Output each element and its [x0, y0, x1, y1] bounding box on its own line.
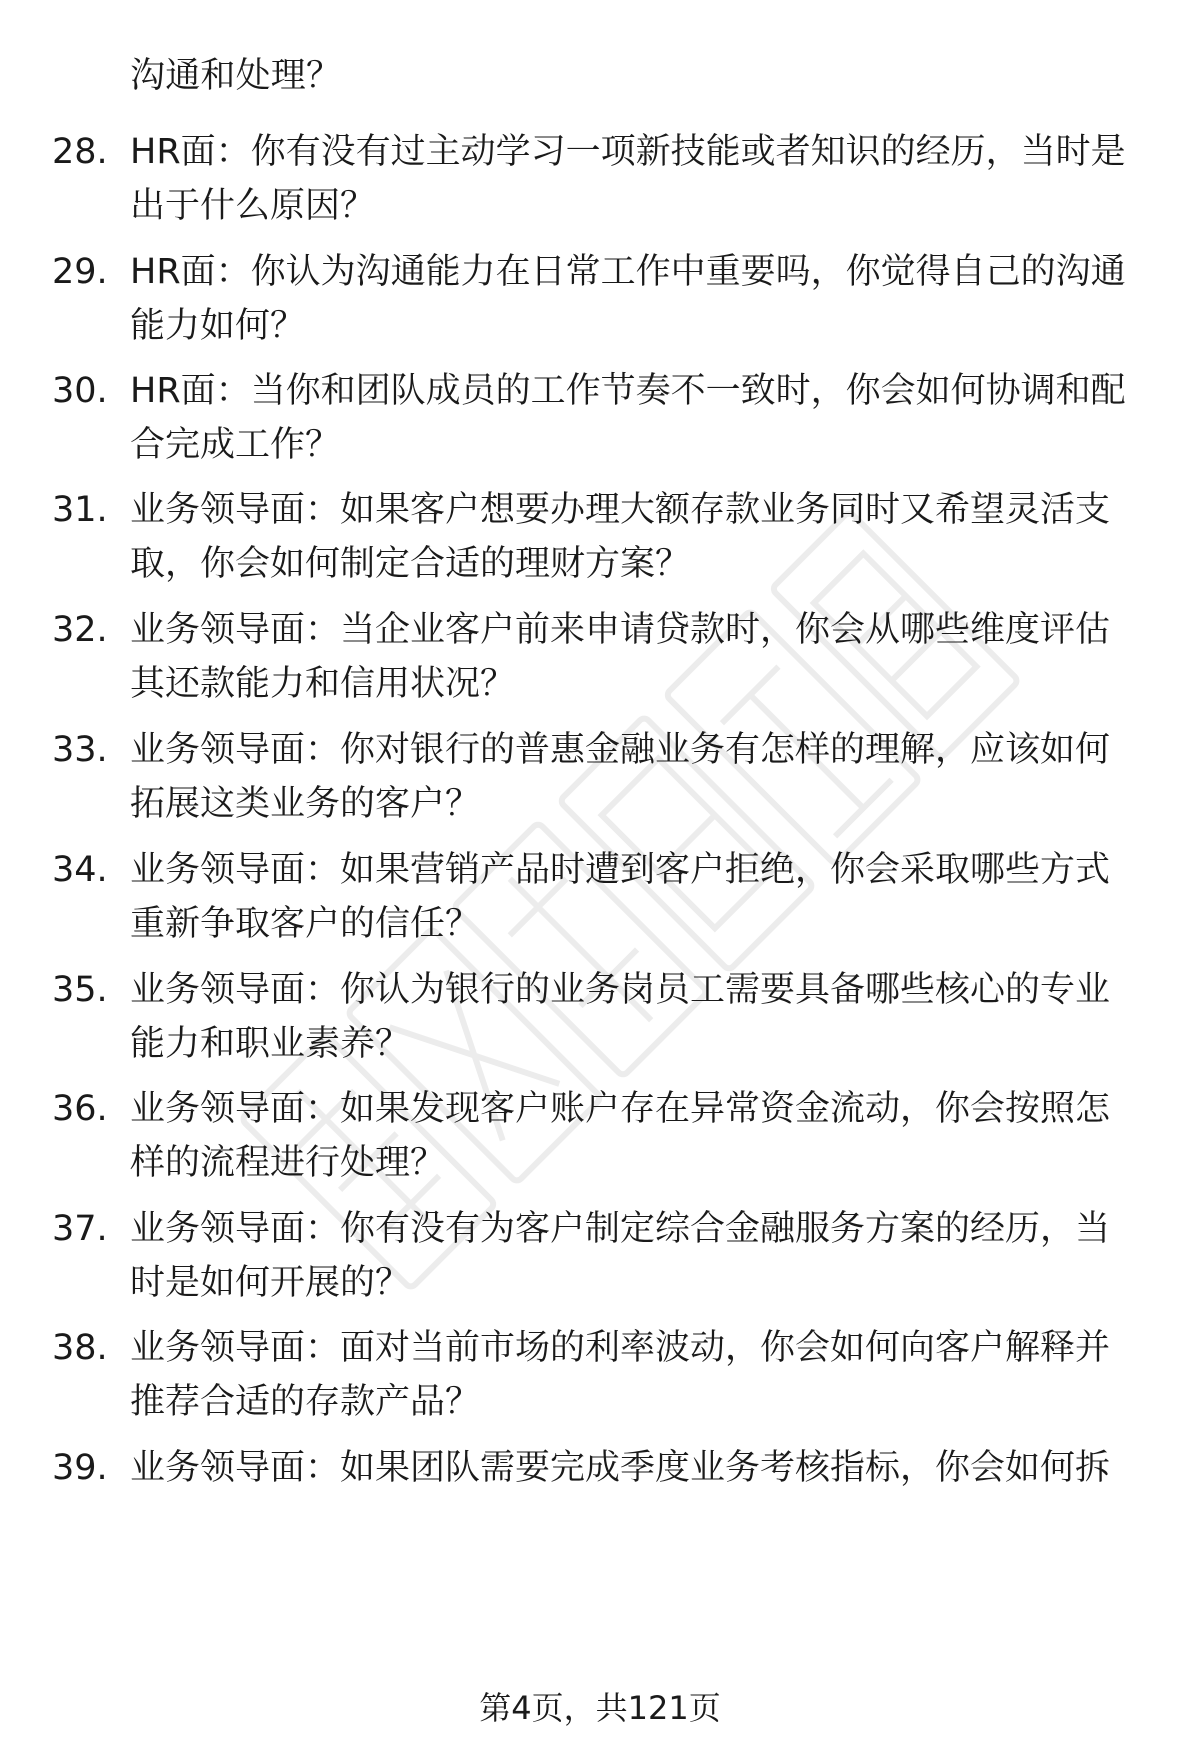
question-number: 31. [52, 490, 108, 530]
question-number: 37. [52, 1209, 108, 1249]
question-text-line1: 业务领导面：当企业客户前来申请贷款时，你会从哪些维度评估 [130, 610, 1111, 650]
question-text-line1: 业务领导面：如果发现客户账户存在异常资金流动，你会按照怎 [130, 1089, 1111, 1129]
question-number: 32. [52, 610, 108, 650]
question-number: 30. [52, 371, 108, 411]
question-number: 34. [52, 850, 108, 890]
question-text-line2: 出于什么原因？ [130, 186, 376, 226]
question-text-line1: HR面：当你和团队成员的工作节奏不一致时，你会如何协调和配 [130, 371, 1126, 411]
question-text-line1: 业务领导面：你有没有为客户制定综合金融服务方案的经历，当 [130, 1209, 1111, 1249]
question-text-line1: 业务领导面：如果团队需要完成季度业务考核指标，你会如何拆 [130, 1448, 1111, 1488]
question-text-line1: 业务领导面：你认为银行的业务岗员工需要具备哪些核心的专业 [130, 970, 1111, 1010]
question-text-line2: 其还款能力和信用状况？ [130, 664, 516, 704]
question-text-line1: 业务领导面：面对当前市场的利率波动，你会如何向客户解释并 [130, 1328, 1111, 1368]
question-text-line2: 重新争取客户的信任？ [130, 904, 481, 944]
question-number: 38. [52, 1328, 108, 1368]
question-number: 33. [52, 730, 108, 770]
question-number: 28. [52, 132, 108, 172]
question-number: 39. [52, 1448, 108, 1488]
question-text-line2: 拓展这类业务的客户？ [130, 784, 481, 824]
question-text-line2: 样的流程进行处理？ [130, 1143, 446, 1183]
continuation-text: 沟通和处理？ [130, 56, 342, 96]
page-footer: 第4页，共121页 [479, 1689, 721, 1727]
question-text-line2: 合完成工作？ [130, 425, 341, 465]
question-number: 35. [52, 970, 108, 1010]
question-text-line2: 能力如何？ [130, 306, 306, 346]
question-text-line1: HR面：你有没有过主动学习一项新技能或者知识的经历，当时是 [130, 132, 1126, 172]
question-text-line2: 能力和职业素养？ [130, 1024, 411, 1064]
question-text-line1: 业务领导面：如果营销产品时遭到客户拒绝，你会采取哪些方式 [130, 850, 1111, 890]
question-text-line1: 业务领导面：如果客户想要办理大额存款业务同时又希望灵活支 [130, 490, 1111, 530]
question-text-line1: 业务领导面：你对银行的普惠金融业务有怎样的理解，应该如何 [130, 730, 1111, 770]
question-text-line2: 推荐合适的存款产品？ [130, 1382, 481, 1422]
question-number: 29. [52, 252, 108, 292]
question-number: 36. [52, 1089, 108, 1129]
question-text-line2: 时是如何开展的？ [130, 1263, 411, 1303]
question-text-line2: 取，你会如何制定合适的理财方案？ [130, 544, 691, 584]
question-text-line1: HR面：你认为沟通能力在日常工作中重要吗，你觉得自己的沟通 [130, 252, 1126, 292]
